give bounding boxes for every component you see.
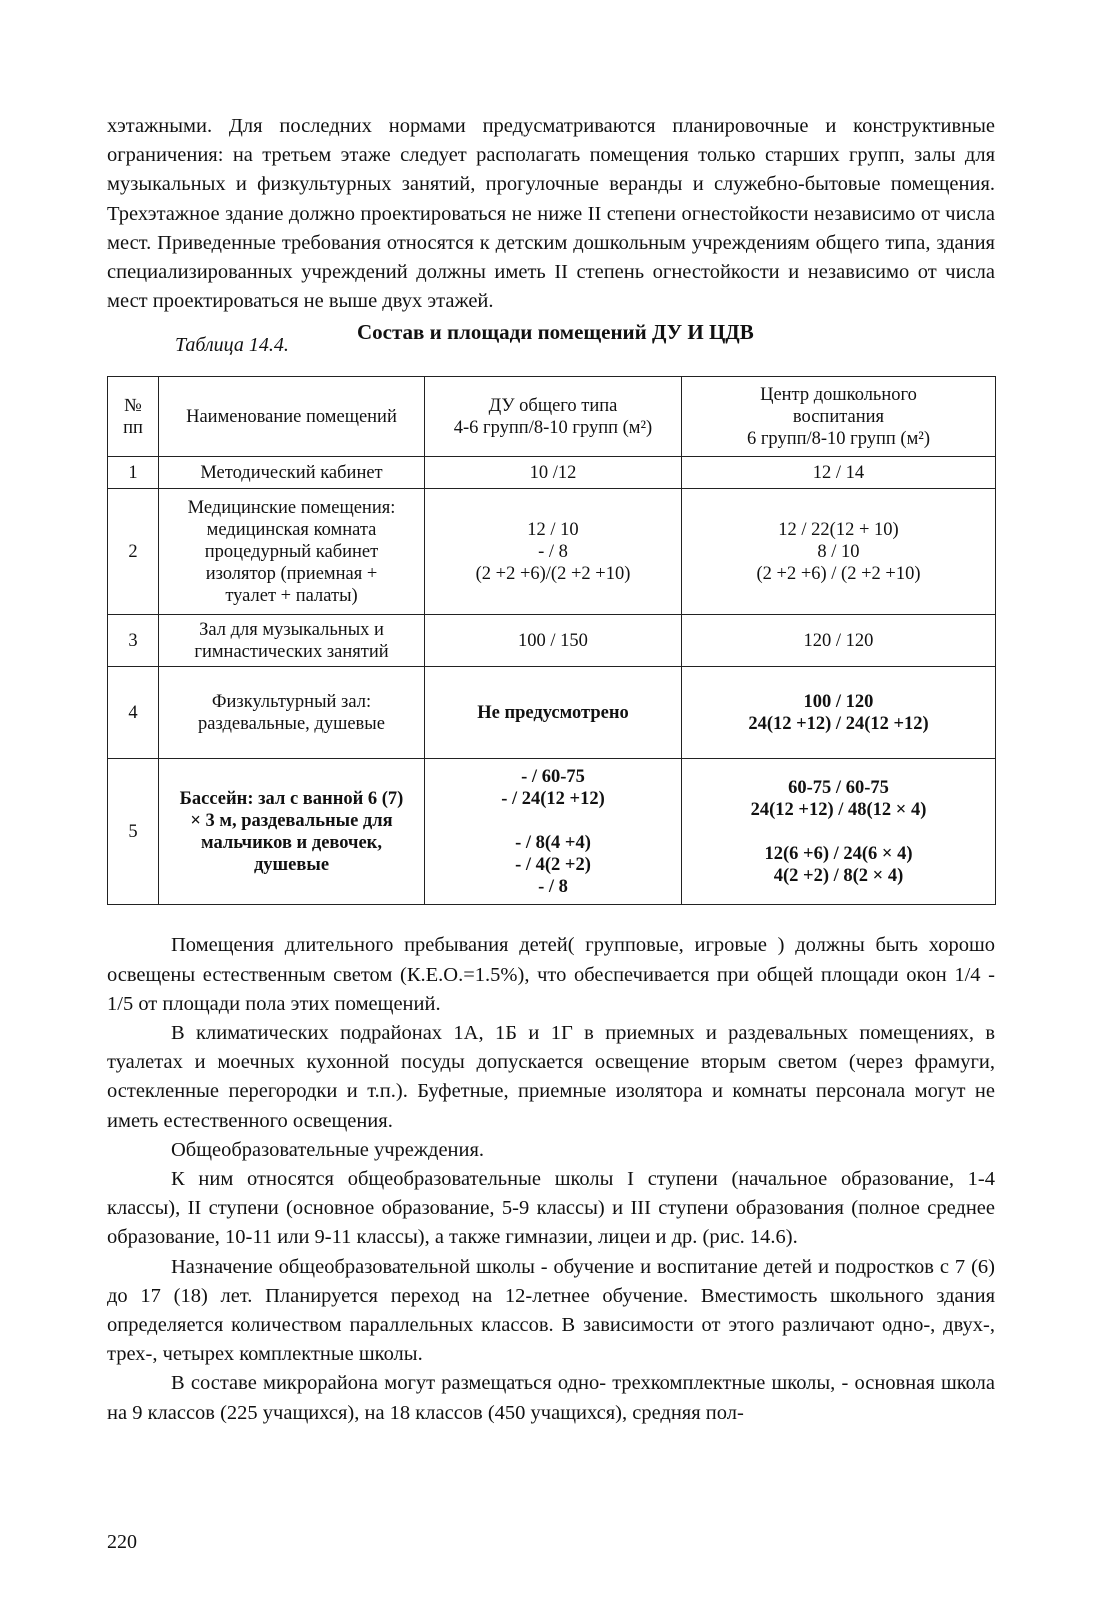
header-du-line: 4-6 групп/8-10 групп (м²) xyxy=(453,417,653,438)
cdv-area-line: 12 / 22(12 + 10) xyxy=(778,519,899,540)
cdv-area-line: (2 +2 +6) / (2 +2 +10) xyxy=(756,563,921,584)
cdv-area-cell xyxy=(682,667,996,759)
rooms-table xyxy=(107,376,996,905)
du-area-line: - / 8 xyxy=(538,876,568,897)
table-row xyxy=(108,667,996,759)
room-name-line: изолятор (приемная + xyxy=(205,563,378,584)
body-paragraph: Помещения длительного пребывания детей( групповые, игровые ) должны быть хорошо освещены естественным светом (К.Е.О.=1.5%), что обеспечивается при общей площади окон 1/4 - 1/5 от площади пола этих помещений. xyxy=(107,934,995,1015)
room-name-line: Физкультурный зал: xyxy=(211,691,372,712)
cdv-area-line: 12(6 +6) / 24(6 × 4) xyxy=(764,843,913,864)
cdv-area-cell xyxy=(682,615,996,667)
header-cdv-line: 6 групп/8-10 групп (м²) xyxy=(746,428,931,449)
page-number: 220 xyxy=(107,1531,137,1553)
cdv-area-line: 4(2 +2) / 8(2 × 4) xyxy=(773,865,904,886)
cdv-area-line: 24(12 +12) / 48(12 × 4) xyxy=(750,799,927,820)
cdv-area-cell xyxy=(682,759,996,905)
du-area-cell xyxy=(425,457,682,489)
room-name-line: мальчиков и девочек, xyxy=(201,832,382,853)
body-paragraph: В составе микрорайона могут размещаться одно- трехкомплектные школы, - основная школа на 9 классов (225 учащихся), на 18 классов (450 учащихся), средняя пол- xyxy=(107,1372,995,1424)
table-title: Состав и площади помещений ДУ И ЦДВ xyxy=(357,320,754,345)
room-name-line: гимнастических занятий xyxy=(194,641,389,662)
room-name-cell xyxy=(159,759,425,905)
du-area-cell xyxy=(425,667,682,759)
du-area-line: - / 8 xyxy=(538,541,568,562)
header-du xyxy=(425,377,682,457)
room-name-cell xyxy=(159,615,425,667)
du-area-line: 100 / 150 xyxy=(518,630,588,651)
body-paragraph: К ним относятся общеобразовательные школы I ступени (начальное образование, 1-4 классы), II ступени (основное образование, 5-9 классы) и III ступени образования (полное среднее образование, 10-11 или 9-11 классы), а также гимназии, лицеи и др. (рис. 14.6). xyxy=(107,1168,995,1249)
body-paragraph: В климатических подрайонах 1А, 1Б и 1Г в приемных и раздевальных помещениях, в туалетах и моечных кухонной посуды допускается освещение вторым светом (через фрамуги, остекленные перегородки и т.п.). Буфетные, приемные изолятора и комнаты персонала могут не иметь естественного освещения. xyxy=(107,1022,995,1132)
cdv-area-line: 120 / 120 xyxy=(803,630,874,651)
page-body xyxy=(107,112,995,1428)
du-area-line: - / 8(4 +4) xyxy=(515,832,591,853)
table-row xyxy=(108,615,996,667)
room-name-line: туалет + палаты) xyxy=(225,585,358,606)
du-area-line: - / 24(12 +12) xyxy=(501,788,605,809)
table-row xyxy=(108,759,996,905)
row-number: 5 xyxy=(108,759,159,905)
cdv-area-line: 12 / 14 xyxy=(812,462,865,483)
intro-paragraph: хэтажными. Для последних нормами предусматриваются планировочные и конструктивные ограничения: на третьем этаже следует располагать помещения только старших групп, залы для музыкальных и физкультурных занятий, прогулочные веранды и служебно-бытовые помещения. Трехэтажное здание должно проектироваться не ниже II степени огнестойкости независимо от числа мест. Приведенные требования относятся к детским дошкольным учреждениям общего типа, здания специализированных учреждений должны иметь II степень огнестойкости и независимо от числа мест проектироваться не выше двух этажей. xyxy=(107,115,995,313)
room-name-line: Бассейн: зал с ванной 6 (7) xyxy=(179,788,404,809)
cdv-area-line xyxy=(686,821,991,843)
room-name-line: Медицинские помещения: xyxy=(187,497,396,518)
du-area-line: (2 +2 +6)/(2 +2 +10) xyxy=(475,563,631,584)
room-name-cell xyxy=(159,489,425,615)
room-name-cell xyxy=(159,667,425,759)
cdv-area-line: 100 / 120 xyxy=(803,691,874,712)
row-number: 4 xyxy=(108,667,159,759)
du-area-line: Не предусмотрено xyxy=(477,702,629,723)
table-header-row xyxy=(108,377,996,457)
table-row xyxy=(108,457,996,489)
du-area-line xyxy=(429,810,677,832)
header-num-line: пп xyxy=(123,417,143,438)
room-name-line: раздевальные, душевые xyxy=(198,713,385,734)
header-num xyxy=(108,377,159,457)
du-area-cell xyxy=(425,615,682,667)
room-name-line: Методический кабинет xyxy=(200,462,383,483)
room-name-cell xyxy=(159,457,425,489)
table-caption: Таблица 14.4. xyxy=(175,334,289,357)
du-area-cell xyxy=(425,489,682,615)
header-name: Наименование помещений xyxy=(159,377,425,457)
row-number: 1 xyxy=(108,457,159,489)
header-du-line: ДУ общего типа xyxy=(488,395,618,416)
table-row xyxy=(108,489,996,615)
du-area-line: 12 / 10 xyxy=(527,519,579,540)
body-text xyxy=(107,931,995,1427)
header-cdv xyxy=(682,377,996,457)
body-paragraph: Назначение общеобразовательной школы - обучение и воспитание детей и подростков с 7 (6) до 17 (18) лет. Планируется переход на 12-летнее обучение. Вместимость школьного здания определяется количеством параллельных классов. В зависимости от этого различают одно-, двух-, трех-, четырех комплектные школы. xyxy=(107,1255,995,1366)
header-num-line: № xyxy=(124,395,142,416)
du-area-line: - / 4(2 +2) xyxy=(515,854,591,875)
room-name-line: душевые xyxy=(253,854,330,875)
room-name-line: медицинская комната xyxy=(206,519,377,540)
du-area-line: 10 /12 xyxy=(529,462,577,483)
header-cdv-line: Центр дошкольного xyxy=(760,384,917,405)
cdv-area-cell xyxy=(682,457,996,489)
room-name-line: × 3 м, раздевальные для xyxy=(190,810,393,831)
du-area-line: - / 60-75 xyxy=(521,766,585,787)
cdv-area-cell xyxy=(682,489,996,615)
row-number: 3 xyxy=(108,615,159,667)
cdv-area-line: 24(12 +12) / 24(12 +12) xyxy=(748,713,929,734)
table-caption-row xyxy=(107,320,995,376)
cdv-area-line: 60-75 / 60-75 xyxy=(788,777,889,798)
header-cdv-line: воспитания xyxy=(792,406,885,427)
row-number: 2 xyxy=(108,489,159,615)
room-name-line: процедурный кабинет xyxy=(204,541,379,562)
body-paragraph: Общеобразовательные учреждения. xyxy=(171,1138,485,1161)
room-name-line: Зал для музыкальных и xyxy=(199,619,384,640)
du-area-cell xyxy=(425,759,682,905)
cdv-area-line: 8 / 10 xyxy=(817,541,860,562)
